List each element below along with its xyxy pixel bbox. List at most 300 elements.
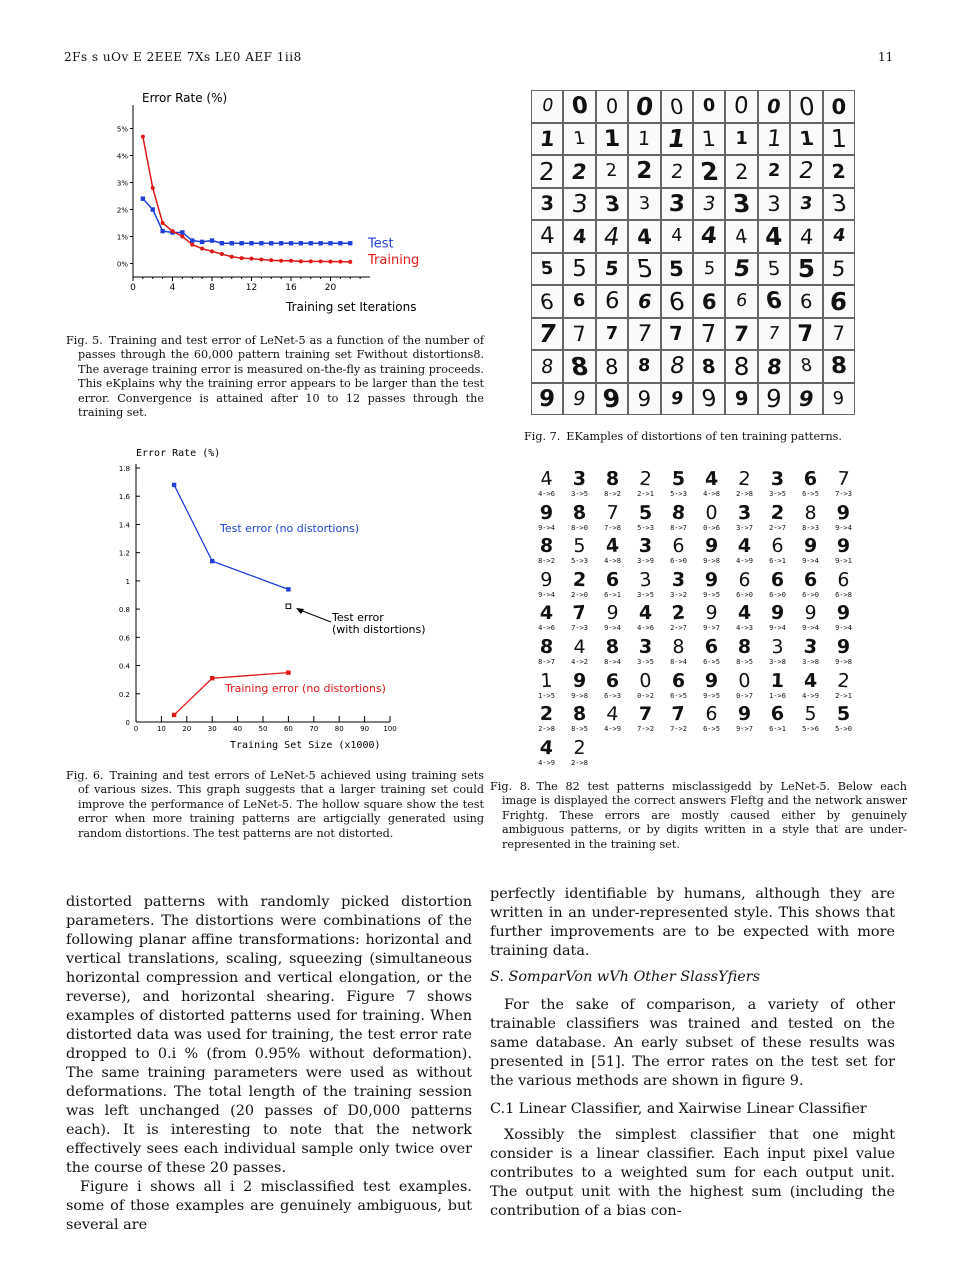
misclassified-item [662, 636, 695, 670]
misclassified-item [728, 636, 761, 670]
test-point [309, 241, 313, 245]
digit-glyph: 1 [665, 124, 688, 154]
digit-glyph: 4 [699, 223, 719, 250]
misclassification-label: 3->8 [769, 658, 786, 666]
y-tick-label: 1.6 [118, 493, 130, 502]
right-body-column [490, 885, 895, 1221]
distortion-cell [790, 350, 822, 383]
misclassified-item [761, 502, 794, 536]
digit-glyph: 7 [635, 320, 654, 347]
y-tick-label: 1 [125, 577, 130, 586]
data-point [210, 676, 214, 680]
digit-glyph: 9 [836, 602, 851, 625]
digit-glyph: 9 [803, 534, 818, 558]
distortion-cell [693, 188, 725, 221]
digit-glyph: 6 [803, 467, 818, 491]
distortion-cell [563, 188, 595, 221]
digit-glyph: 8 [539, 354, 555, 378]
misclassified-item [563, 502, 596, 536]
misclassification-label: 9->1 [835, 557, 852, 566]
data-point [286, 670, 290, 674]
digit-glyph: 6 [605, 669, 620, 692]
distortion-cell [596, 123, 628, 156]
misclassification-label: 4->8 [703, 490, 720, 498]
misclassified-item [728, 670, 761, 704]
fig6-caption-label: Fig. 6. [66, 769, 104, 782]
test-point [200, 240, 204, 244]
misclassified-item [761, 703, 794, 737]
digit-glyph: 9 [769, 601, 786, 625]
training-point [190, 243, 194, 247]
distortion-cell [531, 155, 563, 188]
y-tick-label: 2% [116, 206, 128, 215]
digit-glyph: 0 [702, 96, 716, 117]
test-point [160, 229, 164, 233]
annotation-test-error-distortions: (with distortions) [332, 623, 426, 636]
digit-glyph: 3 [731, 189, 752, 219]
distortion-cell [790, 383, 822, 416]
distortion-cell [790, 318, 822, 351]
digit-glyph: 9 [836, 535, 851, 558]
misclassification-label: 3->9 [637, 557, 654, 566]
digit-glyph: 4 [638, 602, 653, 625]
distortion-cell [693, 318, 725, 351]
digit-glyph: 2 [572, 568, 587, 592]
y-tick-label: 1% [116, 233, 128, 242]
misclassified-item [794, 535, 827, 569]
digit-glyph: 8 [733, 351, 750, 381]
misclassification-label: 9->4 [604, 624, 621, 633]
training-point [329, 260, 333, 264]
misclassified-item [827, 602, 860, 636]
misclassified-item [761, 636, 794, 670]
misclassification-label: 9->8 [571, 691, 588, 700]
test-point [151, 207, 155, 211]
misclassified-item [695, 703, 728, 737]
digit-glyph: 8 [670, 501, 687, 525]
digit-glyph: 7 [671, 702, 686, 726]
distortion-cell [628, 350, 660, 383]
chart-title: Error Rate (%) [142, 91, 228, 105]
data-point [286, 587, 290, 591]
digit-glyph: 7 [797, 320, 816, 347]
digit-glyph: 5 [731, 255, 752, 282]
distortion-cell [596, 188, 628, 221]
misclassification-label: 4->9 [802, 691, 819, 700]
distortion-cell [628, 155, 660, 188]
distortion-cell [790, 90, 822, 123]
x-tick-label: 20 [182, 725, 192, 733]
misclassification-label: 9->4 [769, 624, 786, 633]
misclassified-item [695, 636, 728, 670]
distortion-cell [596, 90, 628, 123]
digit-glyph: 3 [767, 191, 781, 217]
fig7-grid [531, 90, 855, 415]
misclassified-item [794, 502, 827, 536]
digit-glyph: 0 [733, 93, 750, 120]
test-point [190, 238, 194, 242]
test-point [259, 241, 263, 245]
digit-glyph: 9 [832, 388, 846, 409]
distortion-cell [628, 318, 660, 351]
digit-glyph: 7 [832, 322, 845, 346]
misclassified-item [728, 602, 761, 636]
digit-glyph: 6 [667, 286, 687, 316]
x-tick-label: 50 [258, 725, 268, 733]
distortion-cell [693, 350, 725, 383]
y-tick-label: 0.2 [118, 690, 130, 699]
misclassified-item [761, 535, 794, 569]
digit-glyph: 5 [668, 256, 685, 282]
section-heading: S. SomparVon wVh Other SlassYfiers [490, 969, 760, 985]
digit-glyph: 6 [770, 568, 785, 591]
distortion-cell [758, 188, 790, 221]
digit-glyph: 3 [570, 189, 589, 219]
digit-glyph: 8 [637, 356, 652, 377]
misclassified-item [629, 636, 662, 670]
misclassification-label: 3->8 [802, 658, 819, 666]
misclassification-label: 2->1 [637, 490, 654, 498]
digit-glyph: 6 [605, 568, 620, 591]
misclassified-item [563, 670, 596, 704]
training-point [299, 259, 303, 263]
misclassification-label: 9->4 [835, 523, 852, 532]
distortion-cell [823, 220, 855, 253]
x-tick-label: 0 [133, 725, 139, 733]
digit-glyph: 4 [799, 223, 814, 249]
distortion-cell [725, 318, 757, 351]
test-point [220, 241, 224, 245]
annotation-arrow [300, 610, 331, 622]
digit-glyph: 9 [765, 384, 783, 414]
misclassified-item [530, 535, 563, 569]
x-tick-label: 70 [309, 725, 319, 733]
legend-test: Test [368, 236, 394, 252]
misclassified-item [695, 569, 728, 603]
distortion-cell [790, 285, 822, 318]
digit-glyph: 9 [797, 386, 816, 412]
misclassified-item [596, 670, 629, 704]
distortion-cell [758, 220, 790, 253]
digit-glyph: 1 [637, 127, 652, 151]
series-line-test [143, 199, 350, 244]
digit-glyph: 8 [765, 353, 783, 379]
digit-glyph: 5 [830, 256, 847, 282]
digit-glyph: 5 [766, 257, 782, 281]
y-tick-label: 0.8 [118, 606, 130, 615]
digit-glyph: 9 [836, 635, 851, 659]
misclassified-item [596, 468, 629, 502]
misclassification-label: 6->3 [604, 691, 621, 700]
misclassification-label: 6->1 [769, 557, 786, 566]
misclassification-label: 4->3 [736, 624, 753, 633]
misclassification-label: 2->1 [835, 691, 852, 700]
digit-glyph: 1 [538, 126, 556, 152]
digit-glyph: 1 [603, 125, 621, 152]
distortion-cell [661, 188, 693, 221]
x-tick-label: 10 [156, 725, 166, 733]
digit-glyph: 8 [539, 534, 554, 558]
misclassification-label: 2->8 [571, 758, 588, 767]
misclassified-item [662, 602, 695, 636]
distortion-cell [563, 350, 595, 383]
distortion-cell [531, 253, 563, 286]
digit-glyph: 6 [769, 702, 786, 726]
digit-glyph: 7 [536, 319, 559, 349]
training-point [141, 135, 145, 139]
body-paragraph: Figure i shows all i 2 misclassified test examples. some of those examples are genuinely ambiguous, but several are [66, 1179, 472, 1233]
distortion-cell [758, 155, 790, 188]
digit-glyph: 9 [669, 388, 684, 409]
digit-glyph: 3 [671, 568, 686, 592]
digit-glyph: 3 [737, 501, 752, 524]
misclassification-label: 4->6 [637, 624, 654, 633]
digit-glyph: 8 [604, 353, 620, 379]
digit-glyph: 6 [701, 288, 717, 314]
digit-glyph: 6 [572, 291, 587, 312]
misclassification-label: 7->2 [670, 725, 687, 734]
hollow-point [286, 604, 291, 609]
distortion-cell [661, 318, 693, 351]
digit-glyph: 9 [699, 385, 719, 412]
distortion-cell [725, 350, 757, 383]
test-point [239, 241, 243, 245]
digit-glyph: 3 [602, 191, 622, 217]
distortion-cell [628, 220, 660, 253]
digit-glyph: 9 [804, 602, 817, 625]
misclassified-item [662, 703, 695, 737]
distortion-cell [628, 285, 660, 318]
digit-glyph: 7 [638, 703, 653, 726]
misclassification-label: 5->0 [835, 725, 852, 734]
misclassified-item [827, 535, 860, 569]
misclassification-label: 6->5 [670, 691, 687, 700]
training-point [171, 229, 175, 233]
distortion-cell [563, 318, 595, 351]
digit-glyph: 4 [538, 736, 555, 760]
misclassification-label: 6->5 [703, 725, 720, 734]
digit-glyph: 3 [770, 468, 785, 490]
digit-glyph: 2 [573, 736, 586, 759]
y-tick-label: 0.6 [118, 634, 130, 643]
test-point [348, 241, 352, 245]
misclassification-label: 8->7 [670, 523, 687, 532]
distortion-cell [628, 90, 660, 123]
distortion-cell [823, 188, 855, 221]
legend-training: Training [368, 252, 420, 268]
misclassification-label: 8->3 [802, 523, 819, 532]
digit-glyph: 1 [572, 128, 587, 149]
x-tick-label: 40 [233, 725, 243, 733]
misclassification-label: 4->9 [604, 725, 621, 734]
misclassification-label: 6->0 [670, 557, 687, 566]
digit-glyph: 0 [634, 91, 655, 121]
misclassified-item [530, 602, 563, 636]
misclassification-label: 6->0 [802, 590, 819, 599]
test-point [249, 241, 253, 245]
x-tick-label: 4 [169, 283, 176, 293]
training-point [259, 257, 263, 261]
digit-glyph: 2 [770, 501, 785, 525]
digit-glyph: 4 [737, 535, 752, 558]
digit-glyph: 6 [770, 534, 785, 558]
data-point [172, 483, 176, 487]
misclassified-item [563, 602, 596, 636]
digit-glyph: 5 [573, 535, 586, 558]
distortion-cell [823, 285, 855, 318]
misclassification-label: 8->5 [571, 725, 588, 734]
training-point [309, 259, 313, 263]
misclassification-label: 5->6 [802, 725, 819, 734]
digit-glyph: 3 [829, 190, 849, 217]
distortion-cell [725, 155, 757, 188]
misclassified-item [629, 670, 662, 704]
misclassified-item [662, 670, 695, 704]
digit-glyph: 9 [705, 602, 718, 625]
training-point [289, 259, 293, 263]
misclassified-item [728, 569, 761, 603]
misclassified-item [530, 636, 563, 670]
digit-glyph: 0 [797, 91, 816, 121]
distortion-cell [693, 90, 725, 123]
misclassification-label: 8->4 [604, 658, 621, 666]
digit-glyph: 4 [737, 602, 752, 625]
misclassified-item [794, 703, 827, 737]
y-tick-label: 0.4 [118, 662, 130, 671]
distortion-cell [563, 90, 595, 123]
misclassification-label: 8->2 [538, 557, 555, 566]
training-point [319, 259, 323, 263]
distortion-cell [823, 383, 855, 416]
distortion-cell [758, 383, 790, 416]
digit-glyph: 6 [604, 288, 620, 315]
digit-glyph: 7 [733, 321, 750, 347]
distortion-cell [823, 253, 855, 286]
digit-glyph: 6 [704, 702, 719, 726]
misclassified-item [563, 468, 596, 502]
test-point [230, 241, 234, 245]
digit-glyph: 2 [669, 159, 685, 183]
distortion-cell [823, 350, 855, 383]
misclassification-label: 6->8 [835, 590, 852, 599]
digit-glyph: 5 [540, 258, 555, 279]
distortion-cell [531, 188, 563, 221]
fig6-caption-text: Training and test errors of LeNet-5 achieved using training sets of various sizes. This graph suggests that a larger training set could improve the performance of LeNet-5. The hollow square show the test error when more training patterns are artigcially generated using random distortions. The test patterns are not distorted. [78, 769, 484, 840]
training-point [161, 221, 165, 225]
distortion-cell [823, 123, 855, 156]
digit-glyph: 8 [605, 635, 620, 659]
misclassification-label: 2->7 [769, 523, 786, 532]
distortion-cell [628, 253, 660, 286]
digit-glyph: 8 [672, 635, 685, 659]
misclassification-label: 0->6 [703, 523, 720, 532]
misclassified-item [530, 468, 563, 502]
misclassified-item [629, 602, 662, 636]
digit-glyph: 2 [797, 158, 816, 185]
digit-glyph: 9 [601, 384, 623, 414]
misclassified-item [563, 569, 596, 603]
misclassification-label: 6->5 [802, 490, 819, 498]
fig6-caption [66, 769, 484, 841]
digit-glyph: 3 [701, 192, 718, 216]
test-point [210, 238, 214, 242]
digit-glyph: 5 [604, 257, 620, 281]
training-point [348, 260, 352, 264]
misclassified-item [530, 502, 563, 536]
fig8-grid [530, 467, 860, 767]
distortion-cell [758, 318, 790, 351]
digit-glyph: 7 [606, 501, 619, 524]
distortion-cell [693, 220, 725, 253]
misclassification-label: 4->9 [538, 758, 555, 767]
digit-glyph: 1 [539, 669, 554, 692]
misclassified-item [695, 670, 728, 704]
digit-glyph: 3 [638, 568, 653, 592]
x-tick-label: 12 [245, 283, 258, 293]
misclassified-item [629, 703, 662, 737]
fig8-caption [490, 780, 907, 852]
training-point [250, 257, 254, 261]
distortion-cell [531, 383, 563, 416]
misclassification-label: 1->5 [538, 691, 555, 700]
digit-glyph: 9 [637, 386, 652, 412]
arrow-head [296, 608, 304, 614]
digit-glyph: 7 [836, 467, 851, 491]
digit-glyph: 8 [804, 501, 817, 524]
data-point [210, 559, 214, 563]
training-point [279, 259, 283, 263]
digit-glyph: 6 [829, 286, 849, 316]
digit-glyph: 3 [799, 193, 814, 214]
misclassification-label: 5->3 [637, 523, 654, 532]
misclassification-label: 2->8 [538, 725, 555, 734]
digit-glyph: 0 [605, 94, 619, 118]
test-point [328, 241, 332, 245]
training-point [210, 249, 214, 253]
digit-glyph: 9 [539, 501, 554, 524]
digit-glyph: 1 [830, 124, 848, 154]
digit-glyph: 9 [734, 387, 749, 411]
digit-glyph: 4 [831, 226, 847, 247]
misclassified-item [695, 602, 728, 636]
misclassified-item [794, 468, 827, 502]
digit-glyph: 0 [705, 501, 718, 524]
distortion-cell [563, 155, 595, 188]
digit-glyph: 6 [671, 669, 686, 692]
test-point [289, 241, 293, 245]
digit-glyph: 5 [572, 255, 587, 282]
digit-glyph: 4 [601, 221, 623, 251]
fig8-caption-label: Fig. 8. [490, 780, 531, 793]
training-point [269, 258, 273, 262]
training-point [338, 260, 342, 264]
distortion-cell [693, 285, 725, 318]
misclassification-label: 8->5 [736, 658, 753, 666]
body-paragraph: distorted patterns with randomly picked distortion parameters. The distortions were combinations of the following planar affine transformations: horizontal and vertical translations, scaling, squeezing (simultaneous horizontal compression and vertical elongation, or the reverse), and horizontal shearing. Figure 7 shows examples of distorted patterns used for training. When distorted data was used for training, the test error rate dropped to 0.i % (from 0.95% without deformation). The same training parameters were used as without deformations. The total length of the training session was left unchanged (20 passes of D0,000 patterns each). It is interesting to note that the network effectively sees each individual sample only twice over the course of these 20 passes. [66, 894, 472, 1176]
digit-glyph: 8 [539, 635, 554, 659]
misclassified-item [827, 636, 860, 670]
series-line [174, 485, 288, 589]
misclassification-label: 3->5 [637, 658, 654, 666]
digit-glyph: 9 [737, 703, 752, 726]
digit-glyph: 8 [571, 501, 588, 525]
misclassification-label: 7->8 [604, 523, 621, 532]
misclassified-item [695, 502, 728, 536]
misclassification-label: 0->7 [736, 691, 753, 700]
misclassification-label: 9->5 [703, 590, 720, 599]
digit-glyph: 5 [797, 254, 815, 284]
misclassified-item [794, 569, 827, 603]
